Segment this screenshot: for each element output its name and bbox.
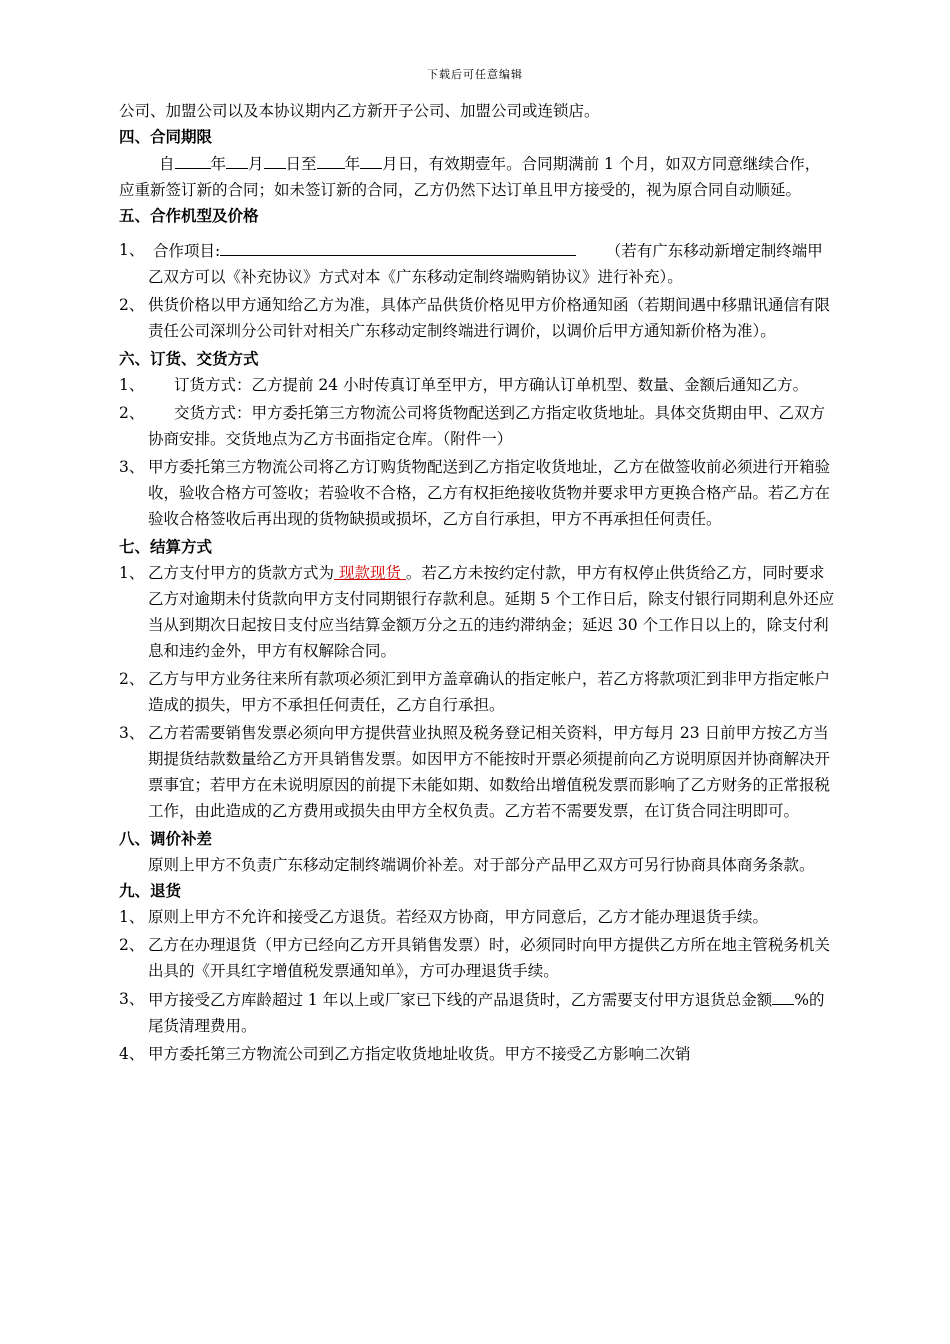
section-7-item-3: 3、 乙方若需要销售发票必须向甲方提供营业执照及税务登记相关资料，甲方每月 23 日前甲方按乙方当期提货结款数量给乙方开具销售发票。如因甲方不能按时开票必须提前向乙方说明原因并协商解决开票事宜；若甲方在未说明原因的前提下未能如期、如数给出增值税发票而影响了乙方财务的正常报税工作，由此造成的乙方费用或损失由甲方全权负责。乙方若不需要发票，在订货合同注明即可。 [119, 724, 831, 820]
contract-body [119, 98, 835, 1069]
section-4-heading: 四、合同期限 [119, 128, 213, 146]
section-4-paragraph: 自 年 月 日至 年 月日，有效期壹年。合同期满前 1 个月，如双方同意继续合作，应重新签订新的合同；如未签订新的合同，乙方仍然下达订单且甲方接受的，视为原合同自动顺延。 [119, 150, 835, 203]
section-8-heading: 八、调价补差 [119, 830, 213, 848]
payment-method-value: 现款现货 [334, 564, 406, 582]
blank-day-1[interactable] [264, 150, 286, 169]
section-5-item-1: 1、 合作项目: （若有广东移动新增定制终端甲乙双方可以《补充协议》方式对本《广东移动定制终端购销协议》进行补充）。 [119, 237, 835, 290]
cleanup-fee-percent-field[interactable] [772, 986, 794, 1005]
section-6-heading: 六、订货、交货方式 [119, 350, 259, 368]
section-9-item-3: 3、 甲方接受乙方库龄超过 1 年以上或厂家已下线的产品退货时，乙方需要支付甲方退货总金额 %的尾货清理费用。 [119, 986, 835, 1039]
section-5-heading: 五、合作机型及价格 [119, 207, 259, 225]
section-5-item-2: 2、 供货价格以甲方通知给乙方为准，具体产品供货价格见甲方价格通知函（若期间遇中移鼎讯通信有限责任公司深圳分公司针对相关广东移动定制终端进行调价，以调价后甲方通知新价格为准）。 [119, 296, 831, 340]
section-7-item-2: 2、 乙方与甲方业务往来所有款项必须汇到甲方盖章确认的指定帐户，若乙方将款项汇到非甲方指定帐户造成的损失，甲方不承担任何责任，乙方自行承担。 [119, 670, 831, 714]
blank-year-2[interactable] [317, 150, 345, 169]
section-7-item-1: 1、 乙方支付甲方的货款方式为 现款现货 。若乙方未按约定付款，甲方有权停止供货给乙方，同时要求乙方对逾期未付货款向甲方支付同期银行存款利息。延期 5 个工作日后，除支付银行同期利息外还应当从到期次日起按日支付应当结算金额万分之五的违约滞纳金；延迟 30 个工作日以上的，除支付利息和违约金外，甲方有权解除合同。 [119, 564, 835, 660]
page-header-note: 下载后可任意编辑 [427, 68, 523, 81]
section-7-heading: 七、结算方式 [119, 538, 213, 556]
section-6-item-3: 3、 甲方委托第三方物流公司将乙方订购货物配送到乙方指定收货地址，乙方在做签收前必须进行开箱验收，验收合格方可签收；若验收不合格，乙方有权拒绝接收货物并要求甲方更换合格产品。若乙方在验收合格签收后再出现的货物缺损或损坏，乙方自行承担，甲方不再承担任何责任。 [119, 458, 831, 528]
section-6-item-2: 2、 交货方式：甲方委托第三方物流公司将货物配送到乙方指定收货地址。具体交货期由甲、乙双方协商安排。交货地点为乙方书面指定仓库。（附件一） [119, 404, 826, 448]
cooperation-project-field[interactable] [220, 237, 576, 256]
section-6-item-1: 1、 订货方式：乙方提前 24 小时传真订单至甲方，甲方确认订单机型、数量、金额后通知乙方。 [119, 376, 809, 394]
section-9-item-1: 1、 原则上甲方不允许和接受乙方退货。若经双方协商，甲方同意后，乙方才能办理退货手续。 [119, 908, 769, 926]
section-8-paragraph: 原则上甲方不负责广东移动定制终端调价补差。对于部分产品甲乙双方可另行协商具体商务条款。 [148, 856, 815, 874]
intro-paragraph: 公司、加盟公司以及本协议期内乙方新开子公司、加盟公司或连锁店。 [119, 102, 600, 120]
blank-month-1[interactable] [226, 150, 248, 169]
section-9-heading: 九、退货 [119, 882, 182, 900]
section-9-item-2: 2、 乙方在办理退货（甲方已经向乙方开具销售发票）时，必须同时向甲方提供乙方所在地主管税务机关出具的《开具红字增值税发票通知单》，方可办理退货手续。 [119, 936, 831, 980]
blank-month-2[interactable] [360, 150, 382, 169]
section-9-item-4: 4、 甲方委托第三方物流公司到乙方指定收货地址收货。甲方不接受乙方影响二次销 [119, 1045, 691, 1063]
blank-year-1[interactable] [175, 150, 211, 169]
